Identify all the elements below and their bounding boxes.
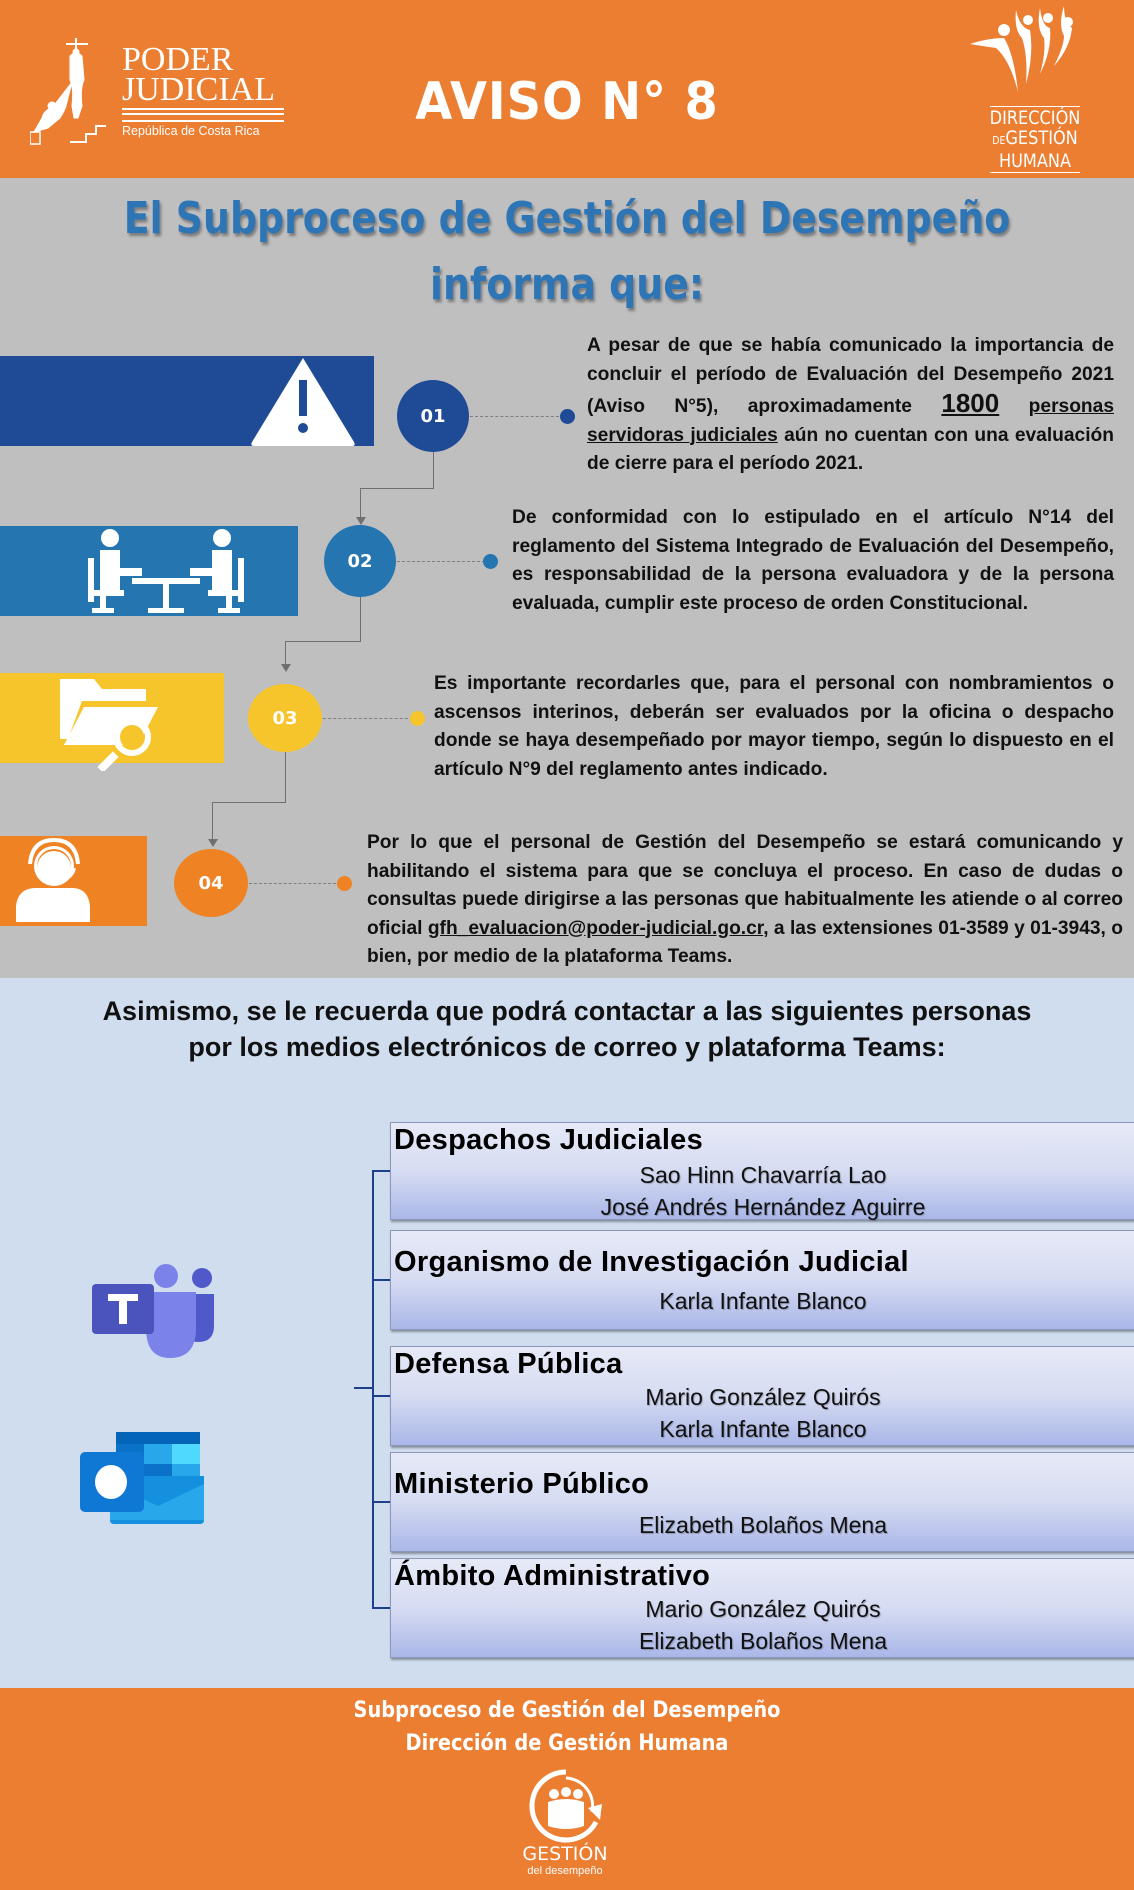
logo-text-desempeno: del desempeño <box>527 1865 603 1877</box>
logo-text-direccion <box>971 108 1099 171</box>
group-title: Organismo de Investigación Judicial <box>394 1246 909 1278</box>
section-title-line2: informa que: <box>430 259 704 310</box>
warning-icon <box>248 356 358 446</box>
step-02-banner <box>0 526 298 616</box>
flow-arrow <box>356 517 366 525</box>
step-04-banner <box>0 836 147 926</box>
step-02-connector <box>397 561 485 562</box>
contacts-intro-line1: Asimismo, se le recuerda que podrá contactar a las siguientes personas <box>102 996 1032 1026</box>
step-01-text-b: aún no cuentan con una evaluación de cierre para el período 2021. <box>587 424 1114 474</box>
contact-name: Sao Hinn Chavarría Lao <box>639 1162 887 1188</box>
contacts-intro <box>0 993 1134 1065</box>
flow-line <box>360 488 434 489</box>
header-banner <box>0 0 1134 178</box>
step-04-connector <box>249 883 341 884</box>
step-03-banner <box>0 673 224 763</box>
logo-text-gestion: GESTIÓN <box>522 1843 608 1865</box>
group-title: Ámbito Administrativo <box>394 1560 711 1592</box>
step-01-number: 01 <box>397 380 469 452</box>
step-02-text: De conformidad con lo estipulado en el artículo N°14 del reglamento del Sistema Integrado de Evaluación del Desempeño, es responsabilidad de la persona evaluadora y de la persona evaluada, cumplir este proceso de orden Constitucional. <box>512 507 1114 614</box>
contact-group-despachos <box>390 1122 1134 1220</box>
flow-line <box>360 597 361 641</box>
flow-line <box>285 752 286 802</box>
contact-name: Karla Infante Blanco <box>659 1416 867 1442</box>
flow-line <box>360 488 361 518</box>
meeting-icon <box>86 528 246 614</box>
contact-group-oij <box>390 1230 1134 1330</box>
step-02-number: 02 <box>324 525 396 597</box>
contact-name: Elizabeth Bolaños Mena <box>638 1512 888 1538</box>
tree-connector-branch <box>372 1170 390 1172</box>
contact-group-defensa <box>390 1346 1134 1446</box>
logo-text-judicial: JUDICIAL <box>122 71 275 108</box>
logo-subtitle: República de Costa Rica <box>122 124 260 138</box>
step-04-text-a: Por lo que el personal de Gestión del Desempeño se estará comunicando y habilitando el sistema para que se concluya el proceso. En caso de dudas o consultas puede dirigirse a las personas que habitualmente les atiende o al correo oficial <box>367 832 1123 939</box>
highlight-number: 1800 <box>941 388 1000 418</box>
step-03-connector <box>323 718 413 719</box>
tree-connector-branch <box>372 1501 390 1503</box>
step-01-text <box>587 332 1114 479</box>
headset-support-icon <box>14 836 92 922</box>
contact-group-administrativo <box>390 1558 1134 1658</box>
tree-connector-root <box>354 1387 374 1389</box>
group-title: Defensa Pública <box>394 1348 623 1380</box>
outlook-icon <box>80 1432 208 1524</box>
step-01-connector <box>470 416 564 417</box>
logo-rule-bottom <box>990 172 1080 173</box>
logo-line-gestion <box>971 128 1099 151</box>
highlight-text: personas servidoras judiciales <box>587 396 1114 446</box>
flow-arrow <box>208 839 218 847</box>
group-title: Ministerio Público <box>394 1468 650 1500</box>
flow-line <box>285 641 361 642</box>
footer-line1: Subproceso de Gestión del Desempeño <box>353 1698 781 1723</box>
logo-line-gestion-word: GESTIÓN <box>1005 127 1078 149</box>
step-01-banner <box>0 356 374 446</box>
tree-connector-branch <box>372 1395 390 1397</box>
step-04-number: 04 <box>174 849 248 917</box>
direccion-gestion-humana-logo <box>960 4 1110 174</box>
logo-text-poder: PODER <box>122 41 234 78</box>
flow-line <box>212 802 286 803</box>
tree-connector-branch <box>372 1279 390 1281</box>
step-04-dot <box>337 876 352 891</box>
contacts-intro-line2: por los medios electrónicos de correo y plataforma Teams: <box>188 1032 946 1062</box>
flow-line <box>212 802 213 840</box>
footer-line2: Dirección de Gestión Humana <box>405 1731 729 1756</box>
flow-line <box>433 452 434 488</box>
teams-icon <box>92 1262 216 1358</box>
dancing-people-icon <box>968 4 1078 96</box>
step-03-text: Es importante recordarles que, para el personal con nombramientos o ascensos interinos, deberán ser evaluados por la oficina o despacho donde se haya desempeñado por mayor tiempo, según lo dispuesto en el artículo N°9 del reglamento antes indicado. <box>434 673 1114 780</box>
group-title: Despachos Judiciales <box>394 1124 704 1156</box>
step-03-number: 03 <box>248 684 322 752</box>
logo-line-direccion: DIRECCIÓN <box>989 107 1081 129</box>
contact-name: Karla Infante Blanco <box>659 1288 867 1314</box>
step-01-text-a: A pesar de que se había comunicado la importancia de concluir el período de Evaluación del Desempeño 2021 (Aviso N°5), aproximadamente <box>587 335 1114 417</box>
folder-search-icon <box>58 679 168 771</box>
logo-line-de: DE <box>992 134 1006 147</box>
step-04-text <box>367 829 1123 972</box>
step-02-dot <box>483 554 498 569</box>
step-01-dot <box>560 409 575 424</box>
contact-group-ministerio <box>390 1452 1134 1552</box>
contact-name: Elizabeth Bolaños Mena <box>638 1628 888 1654</box>
page-title: AVISO N° 8 <box>415 72 719 132</box>
email-link[interactable]: gfh_evaluacion@poder-judicial.go.cr <box>427 917 764 939</box>
flow-line <box>285 641 286 665</box>
team-cycle-icon <box>526 1768 606 1844</box>
flow-arrow <box>281 664 291 672</box>
contact-name: José Andrés Hernández Aguirre <box>600 1194 926 1220</box>
logo-line-humana: HUMANA <box>998 150 1072 172</box>
contact-name: Mario González Quirós <box>645 1384 881 1410</box>
contact-name: Mario González Quirós <box>645 1596 881 1622</box>
section-title-line1: El Subproceso de Gestión del Desempeño <box>123 193 1011 244</box>
gestion-desempeno-logo <box>520 1768 610 1888</box>
tree-connector-vertical <box>372 1170 374 1608</box>
tree-connector-branch <box>372 1607 390 1609</box>
step-04-text-b: , a las extensiones 01-3589 y 01-3943, o bien, por medio de la plataforma Teams. <box>367 917 1123 967</box>
step-03-dot <box>410 711 425 726</box>
